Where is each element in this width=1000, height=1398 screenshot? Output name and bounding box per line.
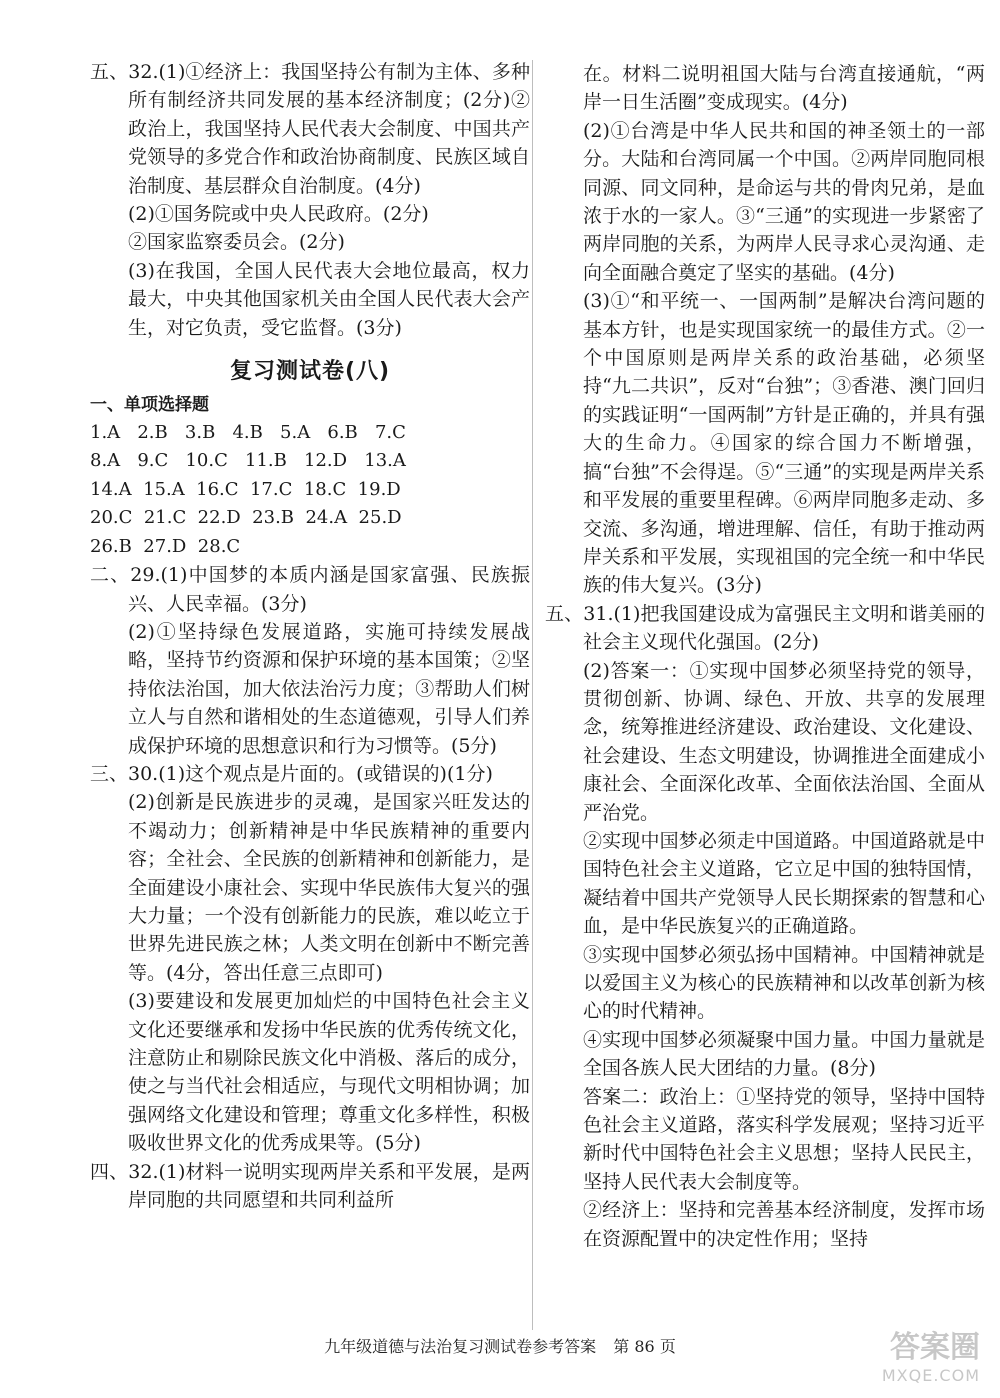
mc-row: 20.C 21.C 22.D 23.B 24.A 25.D [90, 507, 402, 529]
mc-row: 8.A 9.C 10.C 11.B 12.D 13.A [90, 450, 406, 472]
q4-32-start: 四、32.(1)材料一说明实现两岸关系和平发展，是两岸同胞的共同愿望和共同利益所 [90, 1160, 530, 1212]
mc-row: 26.B 27.D 28.C [90, 535, 241, 557]
q31-answer1-point3: ③实现中国梦必须弘扬中国精神。中国精神就是以爱国主义为核心的民族精神和以改革创新为核心的时代精神。 [583, 943, 985, 1023]
q31-answer1-point1: (2)答案一：①实现中国梦必须坚持党的领导，贯彻创新、协调、绿色、开放、共享的发展理念，统筹推进经济建设、政治建设、文化建设、社会建设、生态文明建设，协调推进全面建成小康社会、全面深化改革、全面依法治国、全面从严治党。 [583, 659, 985, 824]
mc-heading: 一、单项选择题 [90, 395, 209, 416]
footer-book-title: 九年级道德与法治复习测试卷参考答案 [324, 1337, 597, 1356]
page-footer [0, 1334, 1000, 1357]
q29-part2: (2)①坚持绿色发展道路，实施可持续发展战略，坚持节约资源和保护环境的基本国策；②坚持依法治国，加大依法治污力度；③帮助人们树立人与自然和谐相处的生态道德观，引导人们养成保护环境的思想意识和行为习惯等。(5分) [128, 620, 530, 757]
watermark-url: MXQE.COM [881, 1366, 980, 1385]
q31-answer2-economy: ②经济上：坚持和完善基本经济制度，发挥市场在资源配置中的决定性作用；坚持 [583, 1199, 985, 1250]
mc-row: 1.A 2.B 3.B 4.B 5.A 6.B 7.C [90, 422, 406, 444]
q30-part2: (2)创新是民族进步的灵魂，是国家兴旺发达的不竭动力；创新精神是中华民族精神的重要内容；全社会、全民族的创新精神和创新能力，是全面建设小康社会、实现中华民族伟大复兴的强大力量；一个没有创新能力的民族，难以屹立于世界先进民族之林；人类文明在创新中不断完善等。(4分，答出任意三点即可) [128, 791, 530, 984]
section-title: 复习测试卷(八) [229, 359, 391, 385]
q31-answer1-point4: ④实现中国梦必须凝聚中国力量。中国力量就是全国各族人民大团结的力量。(8分) [583, 1028, 985, 1080]
column-divider [532, 60, 533, 1330]
q31-answer1-point2: ②实现中国梦必须走中国道路。中国道路就是中国特色社会主义道路，它立足中国的独特国情，凝结着中国共产党领导人民长期探索的智慧和心血，是中华民族复兴的正确道路。 [583, 829, 985, 938]
q4-32-continued: 在。材料二说明祖国大陆与台湾直接通航，“两岸一日生活圈”变成现实。(4分) [583, 63, 985, 114]
q5-32-part2-1: (2)①国务院或中央人民政府。(2分) [128, 203, 429, 226]
q30-part1: 三、30.(1)这个观点是片面的。(或错误的)(1分) [90, 762, 493, 785]
q5-32-part2-2: ②国家监察委员会。(2分) [128, 231, 345, 254]
q30-part3: (3)要建设和发展更加灿烂的中国特色社会主义文化还要继承和发扬中华民族的优秀传统文化，注意防止和剔除民族文化中消极、落后的成分，使之与当代社会相适应，与现代文明相协调；加强网络文化建设和管理；尊重文化多样性，积极吸收世界文化的优秀成果等。(5分) [128, 990, 530, 1155]
watermark-logo-text: 答案圈 [890, 1330, 980, 1365]
q5-32-part3: (3)在我国，全国人民代表大会地位最高，权力最大，中央其他国家机关由全国人民代表大会产生，对它负责，受它监督。(3分) [128, 259, 530, 339]
right-column [545, 60, 985, 1253]
q4-32-part2: (2)①台湾是中华人民共和国的神圣领土的一部分。大陆和台湾同属一个中国。②两岸同胞同根同源、同文同种，是命运与共的骨肉兄弟，是血浓于水的一家人。③“三通”的实现进一步紧密了两岸同胞的关系，为两岸人民寻求心灵沟通、走向全面融合奠定了坚实的基础。(4分) [583, 119, 985, 284]
footer-page-number: 第 86 页 [613, 1337, 676, 1356]
q4-32-part3: (3)①“和平统一、一国两制”是解决台湾问题的基本方针，也是实现国家统一的最佳方式。②一个中国原则是两岸关系的政治基础，必须坚持“九二共识”，反对“台独”；③香港、澳门回归的实践证明“一国两制”方针是正确的，并具有强大的生命力。④国家的综合国力不断增强，搞“台独”不会得逞。⑤“三通”的实现是两岸关系和平发展的重要里程碑。⑥两岸同胞多走动、多交流、多沟通，增进理解、信任，有助于推动两岸关系和平发展，实现祖国的完全统一和中华民族的伟大复兴。(3分) [583, 290, 985, 597]
q31-answer2-politics: 答案二：政治上：①坚持党的领导，坚持中国特色社会主义道路，落实科学发展观；坚持习近平新时代中国特色社会主义思想；坚持人民民主，坚持人民代表大会制度等。 [583, 1085, 985, 1193]
mc-row: 14.A 15.A 16.C 17.C 18.C 19.D [90, 478, 401, 500]
q31-part1: 五、31.(1)把我国建设成为富强民主文明和谐美丽的社会主义现代化强国。(2分) [545, 602, 985, 654]
q5-32-part1: 五、32.(1)①经济上：我国坚持公有制为主体、多种所有制经济共同发展的基本经济制度；(2分)②政治上，我国坚持人民代表大会制度、中国共产党领导的多党合作和政治协商制度、民族区域自治制度、基层群众自治制度。(4分) [90, 61, 530, 197]
left-column [90, 58, 530, 1214]
watermark-logo [862, 1330, 980, 1392]
q29-part1: 二、29.(1)中国梦的本质内涵是国家富强、民族振兴、人民幸福。(3分) [90, 564, 530, 615]
